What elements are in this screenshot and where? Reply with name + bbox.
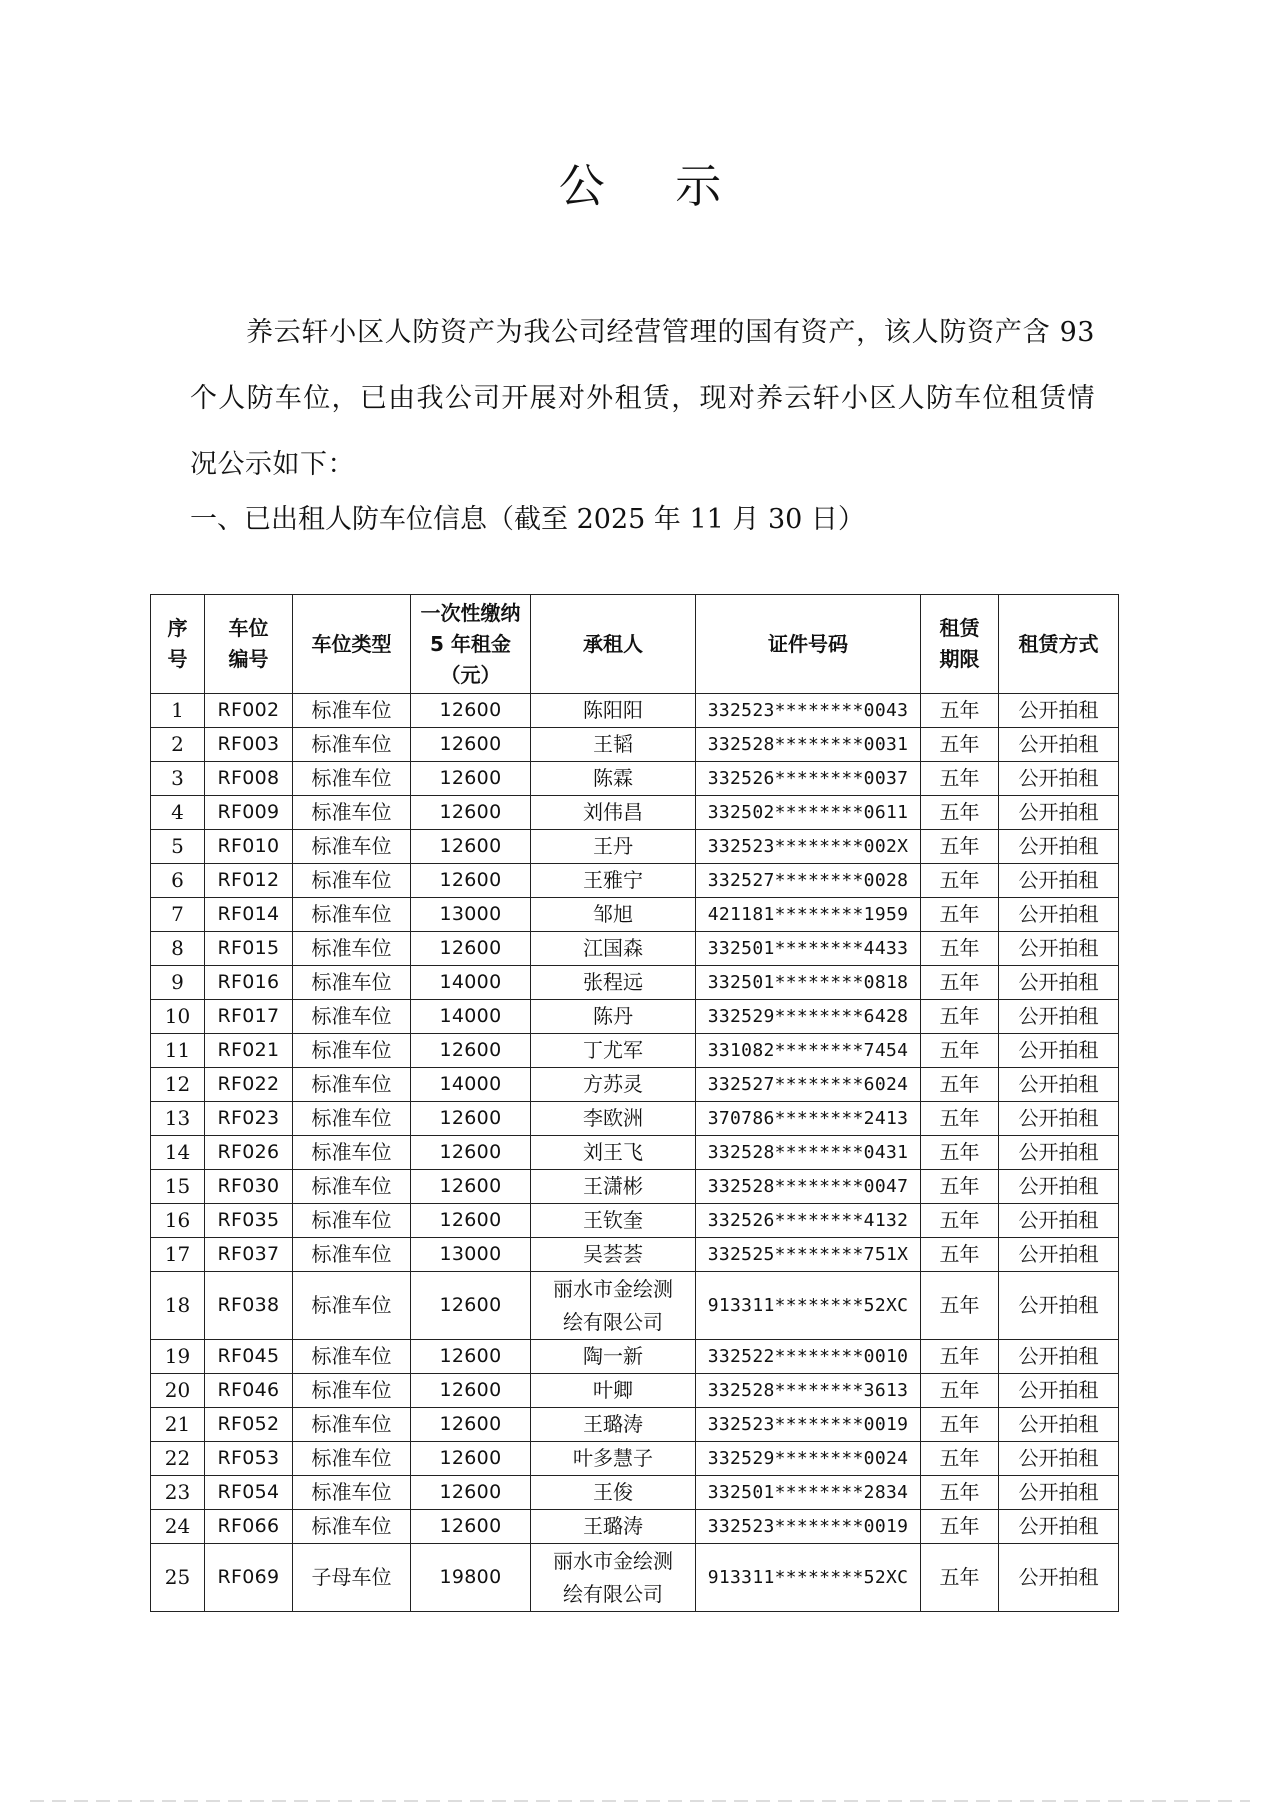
cell-seq: 21 xyxy=(151,1408,205,1442)
cell-space-no: RF021 xyxy=(205,1034,293,1068)
cell-seq: 22 xyxy=(151,1442,205,1476)
cell-space-type: 标准车位 xyxy=(293,762,411,796)
cell-seq: 25 xyxy=(151,1544,205,1612)
cell-space-no: RF066 xyxy=(205,1510,293,1544)
cell-space-type: 标准车位 xyxy=(293,728,411,762)
cell-term: 五年 xyxy=(921,1272,999,1340)
cell-rent: 12600 xyxy=(411,1510,531,1544)
cell-rent: 12600 xyxy=(411,796,531,830)
cell-id-no: 332529********0024 xyxy=(696,1442,921,1476)
cell-term: 五年 xyxy=(921,1340,999,1374)
cell-tenant: 江国森 xyxy=(531,932,696,966)
cell-space-no: RF010 xyxy=(205,830,293,864)
cell-term: 五年 xyxy=(921,1136,999,1170)
cell-space-no: RF009 xyxy=(205,796,293,830)
cell-space-type: 标准车位 xyxy=(293,898,411,932)
cell-tenant: 吴荟荟 xyxy=(531,1238,696,1272)
cell-term: 五年 xyxy=(921,1102,999,1136)
cell-method: 公开拍租 xyxy=(999,1442,1119,1476)
cell-term: 五年 xyxy=(921,1510,999,1544)
cell-space-no: RF053 xyxy=(205,1442,293,1476)
cell-id-no: 370786********2413 xyxy=(696,1102,921,1136)
cell-tenant: 王璐涛 xyxy=(531,1408,696,1442)
cell-method: 公开拍租 xyxy=(999,1238,1119,1272)
cell-space-no: RF045 xyxy=(205,1340,293,1374)
table-row xyxy=(151,932,1119,966)
cell-id-no: 332502********0611 xyxy=(696,796,921,830)
cell-space-no: RF046 xyxy=(205,1374,293,1408)
cell-space-no: RF016 xyxy=(205,966,293,1000)
cell-id-no: 332523********0019 xyxy=(696,1510,921,1544)
cell-method: 公开拍租 xyxy=(999,1102,1119,1136)
cell-space-type: 标准车位 xyxy=(293,932,411,966)
cell-term: 五年 xyxy=(921,1374,999,1408)
cell-rent: 19800 xyxy=(411,1544,531,1612)
cell-method: 公开拍租 xyxy=(999,1476,1119,1510)
cell-space-type: 标准车位 xyxy=(293,1102,411,1136)
cell-space-no: RF037 xyxy=(205,1238,293,1272)
cell-tenant: 王雅宁 xyxy=(531,864,696,898)
cell-method: 公开拍租 xyxy=(999,728,1119,762)
header-space-type: 车位类型 xyxy=(293,595,411,694)
cell-space-type: 标准车位 xyxy=(293,1136,411,1170)
table-row xyxy=(151,1136,1119,1170)
cell-id-no: 332527********0028 xyxy=(696,864,921,898)
cell-rent: 14000 xyxy=(411,1000,531,1034)
cell-space-type: 标准车位 xyxy=(293,1510,411,1544)
table-row xyxy=(151,1204,1119,1238)
cell-rent: 12600 xyxy=(411,762,531,796)
cell-tenant: 丽水市金绘测绘有限公司 xyxy=(531,1544,696,1612)
cell-term: 五年 xyxy=(921,1034,999,1068)
intro-paragraph: 养云轩小区人防资产为我公司经营管理的国有资产，该人防资产含 93 个人防车位，已由我公司开展对外租赁，现对养云轩小区人防车位租赁情况公示如下： xyxy=(190,317,1095,480)
cell-rent: 13000 xyxy=(411,1238,531,1272)
cell-id-no: 913311********52XC xyxy=(696,1544,921,1612)
cell-term: 五年 xyxy=(921,898,999,932)
cell-term: 五年 xyxy=(921,1000,999,1034)
cell-method: 公开拍租 xyxy=(999,1034,1119,1068)
cell-method: 公开拍租 xyxy=(999,898,1119,932)
table-row xyxy=(151,1408,1119,1442)
cell-tenant: 陶一新 xyxy=(531,1340,696,1374)
cell-seq: 11 xyxy=(151,1034,205,1068)
table-row xyxy=(151,1170,1119,1204)
table-row xyxy=(151,1544,1119,1612)
cell-space-no: RF038 xyxy=(205,1272,293,1340)
cell-rent: 12600 xyxy=(411,1408,531,1442)
cell-method: 公开拍租 xyxy=(999,1204,1119,1238)
cell-tenant: 王丹 xyxy=(531,830,696,864)
cell-method: 公开拍租 xyxy=(999,1272,1119,1340)
table-row xyxy=(151,864,1119,898)
cell-seq: 13 xyxy=(151,1102,205,1136)
table-row xyxy=(151,694,1119,728)
page-title: 公 示 xyxy=(558,159,750,213)
cell-tenant: 邹旭 xyxy=(531,898,696,932)
cell-seq: 17 xyxy=(151,1238,205,1272)
cell-seq: 14 xyxy=(151,1136,205,1170)
cell-method: 公开拍租 xyxy=(999,1510,1119,1544)
cell-space-no: RF026 xyxy=(205,1136,293,1170)
cell-seq: 2 xyxy=(151,728,205,762)
cell-space-type: 标准车位 xyxy=(293,694,411,728)
cell-method: 公开拍租 xyxy=(999,1136,1119,1170)
cell-id-no: 332501********0818 xyxy=(696,966,921,1000)
table-row xyxy=(151,1272,1119,1340)
table-row xyxy=(151,1510,1119,1544)
cell-seq: 1 xyxy=(151,694,205,728)
header-tenant: 承租人 xyxy=(531,595,696,694)
header-rent: 一次性缴纳 5 年租金（元） xyxy=(411,595,531,694)
cell-space-type: 标准车位 xyxy=(293,1442,411,1476)
cell-rent: 12600 xyxy=(411,1442,531,1476)
table-row xyxy=(151,728,1119,762)
header-term: 租赁期限 xyxy=(921,595,999,694)
cell-space-type: 标准车位 xyxy=(293,1238,411,1272)
cell-space-no: RF069 xyxy=(205,1544,293,1612)
header-method: 租赁方式 xyxy=(999,595,1119,694)
cell-method: 公开拍租 xyxy=(999,1340,1119,1374)
cell-seq: 6 xyxy=(151,864,205,898)
cell-method: 公开拍租 xyxy=(999,966,1119,1000)
cell-rent: 13000 xyxy=(411,898,531,932)
cell-term: 五年 xyxy=(921,830,999,864)
cell-seq: 20 xyxy=(151,1374,205,1408)
cell-seq: 16 xyxy=(151,1204,205,1238)
cell-seq: 23 xyxy=(151,1476,205,1510)
cell-space-type: 标准车位 xyxy=(293,1068,411,1102)
cell-id-no: 331082********7454 xyxy=(696,1034,921,1068)
cell-id-no: 332526********4132 xyxy=(696,1204,921,1238)
cell-rent: 14000 xyxy=(411,1068,531,1102)
cell-id-no: 332528********0431 xyxy=(696,1136,921,1170)
cell-method: 公开拍租 xyxy=(999,694,1119,728)
section-heading: 一、已出租人防车位信息（截至 2025 年 11 月 30 日） xyxy=(190,504,865,535)
cell-method: 公开拍租 xyxy=(999,1544,1119,1612)
cell-term: 五年 xyxy=(921,932,999,966)
cell-tenant: 陈阳阳 xyxy=(531,694,696,728)
header-id-no: 证件号码 xyxy=(696,595,921,694)
cell-term: 五年 xyxy=(921,1476,999,1510)
cell-tenant: 张程远 xyxy=(531,966,696,1000)
cell-method: 公开拍租 xyxy=(999,1068,1119,1102)
cell-tenant: 叶多慧子 xyxy=(531,1442,696,1476)
cell-space-no: RF052 xyxy=(205,1408,293,1442)
cell-term: 五年 xyxy=(921,1442,999,1476)
cell-tenant: 陈丹 xyxy=(531,1000,696,1034)
table-row xyxy=(151,1102,1119,1136)
cell-rent: 12600 xyxy=(411,1374,531,1408)
cell-method: 公开拍租 xyxy=(999,1374,1119,1408)
table-row xyxy=(151,1340,1119,1374)
cell-tenant: 丽水市金绘测绘有限公司 xyxy=(531,1272,696,1340)
cell-seq: 12 xyxy=(151,1068,205,1102)
cell-space-no: RF015 xyxy=(205,932,293,966)
cell-rent: 12600 xyxy=(411,1170,531,1204)
rental-table xyxy=(150,594,1119,1612)
cell-term: 五年 xyxy=(921,1068,999,1102)
cell-method: 公开拍租 xyxy=(999,762,1119,796)
cell-id-no: 332525********751X xyxy=(696,1238,921,1272)
table-header-row xyxy=(151,595,1119,694)
cell-space-type: 标准车位 xyxy=(293,796,411,830)
cell-space-type: 标准车位 xyxy=(293,830,411,864)
table-row xyxy=(151,1000,1119,1034)
cell-tenant: 王潇彬 xyxy=(531,1170,696,1204)
table-row xyxy=(151,1034,1119,1068)
cell-id-no: 332529********6428 xyxy=(696,1000,921,1034)
cell-id-no: 332523********0043 xyxy=(696,694,921,728)
cell-space-no: RF017 xyxy=(205,1000,293,1034)
cell-id-no: 332501********4433 xyxy=(696,932,921,966)
cell-space-type: 标准车位 xyxy=(293,1476,411,1510)
table-row xyxy=(151,966,1119,1000)
cell-tenant: 刘王飞 xyxy=(531,1136,696,1170)
cell-space-no: RF014 xyxy=(205,898,293,932)
table-row xyxy=(151,1476,1119,1510)
cell-method: 公开拍租 xyxy=(999,830,1119,864)
cell-term: 五年 xyxy=(921,796,999,830)
cell-seq: 24 xyxy=(151,1510,205,1544)
cell-rent: 12600 xyxy=(411,1204,531,1238)
cell-id-no: 332528********0031 xyxy=(696,728,921,762)
cell-space-no: RF030 xyxy=(205,1170,293,1204)
cell-rent: 12600 xyxy=(411,1272,531,1340)
cell-space-type: 标准车位 xyxy=(293,1408,411,1442)
cell-space-type: 标准车位 xyxy=(293,1204,411,1238)
cell-rent: 12600 xyxy=(411,694,531,728)
cell-seq: 8 xyxy=(151,932,205,966)
cell-method: 公开拍租 xyxy=(999,1170,1119,1204)
cell-tenant: 李欧洲 xyxy=(531,1102,696,1136)
cell-term: 五年 xyxy=(921,864,999,898)
cell-space-type: 标准车位 xyxy=(293,1034,411,1068)
cell-rent: 12600 xyxy=(411,1136,531,1170)
cell-id-no: 332523********002X xyxy=(696,830,921,864)
cell-rent: 12600 xyxy=(411,1476,531,1510)
cell-rent: 12600 xyxy=(411,1102,531,1136)
cell-tenant: 王钦奎 xyxy=(531,1204,696,1238)
cell-rent: 14000 xyxy=(411,966,531,1000)
cell-space-type: 标准车位 xyxy=(293,1374,411,1408)
cell-space-type: 标准车位 xyxy=(293,1340,411,1374)
cell-seq: 9 xyxy=(151,966,205,1000)
table-body xyxy=(151,694,1119,1612)
cell-method: 公开拍租 xyxy=(999,864,1119,898)
table-row xyxy=(151,1374,1119,1408)
cell-tenant: 陈霖 xyxy=(531,762,696,796)
cell-id-no: 332526********0037 xyxy=(696,762,921,796)
cell-term: 五年 xyxy=(921,1544,999,1612)
cell-seq: 3 xyxy=(151,762,205,796)
cell-id-no: 332528********0047 xyxy=(696,1170,921,1204)
cell-space-no: RF035 xyxy=(205,1204,293,1238)
cell-method: 公开拍租 xyxy=(999,1408,1119,1442)
cell-space-no: RF054 xyxy=(205,1476,293,1510)
cell-id-no: 332528********3613 xyxy=(696,1374,921,1408)
cell-id-no: 332501********2834 xyxy=(696,1476,921,1510)
cell-term: 五年 xyxy=(921,1408,999,1442)
table-row xyxy=(151,898,1119,932)
cell-seq: 10 xyxy=(151,1000,205,1034)
cell-term: 五年 xyxy=(921,966,999,1000)
cell-term: 五年 xyxy=(921,728,999,762)
cell-term: 五年 xyxy=(921,1238,999,1272)
cell-tenant: 王俊 xyxy=(531,1476,696,1510)
cell-tenant: 王璐涛 xyxy=(531,1510,696,1544)
cell-method: 公开拍租 xyxy=(999,932,1119,966)
cell-method: 公开拍租 xyxy=(999,1000,1119,1034)
cell-rent: 12600 xyxy=(411,1340,531,1374)
cell-id-no: 332527********6024 xyxy=(696,1068,921,1102)
cell-seq: 7 xyxy=(151,898,205,932)
cell-tenant: 丁尤军 xyxy=(531,1034,696,1068)
cell-space-type: 子母车位 xyxy=(293,1544,411,1612)
cell-seq: 18 xyxy=(151,1272,205,1340)
cell-tenant: 叶卿 xyxy=(531,1374,696,1408)
table-row xyxy=(151,796,1119,830)
header-space-no: 车位编号 xyxy=(205,595,293,694)
cell-id-no: 332523********0019 xyxy=(696,1408,921,1442)
cell-seq: 19 xyxy=(151,1340,205,1374)
table-row xyxy=(151,830,1119,864)
cell-tenant: 方苏灵 xyxy=(531,1068,696,1102)
cell-space-no: RF003 xyxy=(205,728,293,762)
cell-rent: 12600 xyxy=(411,864,531,898)
cell-rent: 12600 xyxy=(411,932,531,966)
cell-seq: 15 xyxy=(151,1170,205,1204)
cell-tenant: 刘伟昌 xyxy=(531,796,696,830)
cell-space-no: RF022 xyxy=(205,1068,293,1102)
table-row xyxy=(151,762,1119,796)
cell-space-type: 标准车位 xyxy=(293,864,411,898)
cell-space-type: 标准车位 xyxy=(293,1272,411,1340)
cell-method: 公开拍租 xyxy=(999,796,1119,830)
table-row xyxy=(151,1068,1119,1102)
table-row xyxy=(151,1238,1119,1272)
cell-seq: 4 xyxy=(151,796,205,830)
cell-seq: 5 xyxy=(151,830,205,864)
cell-id-no: 421181********1959 xyxy=(696,898,921,932)
cell-space-type: 标准车位 xyxy=(293,1000,411,1034)
scan-artifact xyxy=(30,1800,1250,1802)
cell-rent: 12600 xyxy=(411,1034,531,1068)
cell-space-type: 标准车位 xyxy=(293,966,411,1000)
cell-id-no: 913311********52XC xyxy=(696,1272,921,1340)
cell-id-no: 332522********0010 xyxy=(696,1340,921,1374)
cell-space-no: RF002 xyxy=(205,694,293,728)
cell-term: 五年 xyxy=(921,762,999,796)
cell-space-no: RF023 xyxy=(205,1102,293,1136)
cell-term: 五年 xyxy=(921,1204,999,1238)
cell-space-type: 标准车位 xyxy=(293,1170,411,1204)
cell-term: 五年 xyxy=(921,694,999,728)
cell-space-no: RF012 xyxy=(205,864,293,898)
header-seq: 序号 xyxy=(151,595,205,694)
cell-rent: 12600 xyxy=(411,728,531,762)
table-row xyxy=(151,1442,1119,1476)
cell-space-no: RF008 xyxy=(205,762,293,796)
cell-tenant: 王韬 xyxy=(531,728,696,762)
cell-rent: 12600 xyxy=(411,830,531,864)
cell-term: 五年 xyxy=(921,1170,999,1204)
